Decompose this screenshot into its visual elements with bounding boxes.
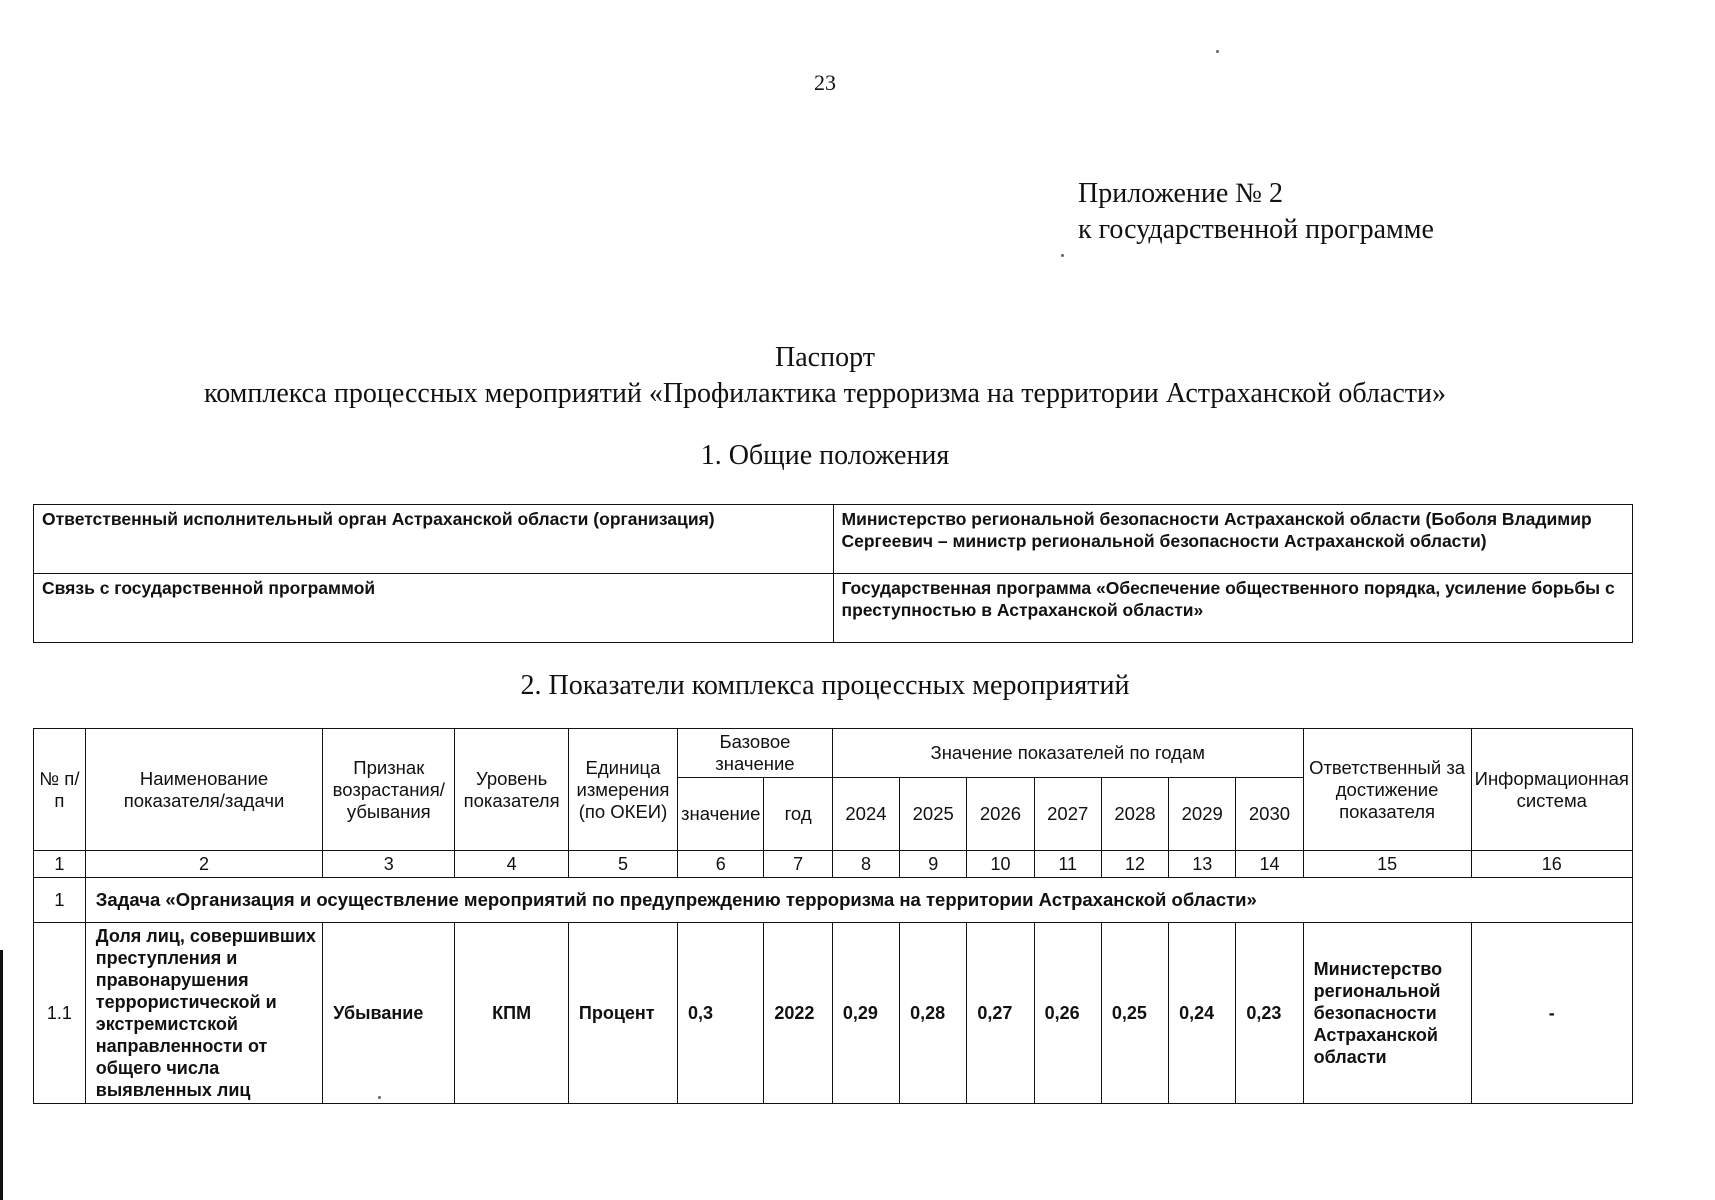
task-num: 1 xyxy=(34,878,86,923)
indicator-value-2027: 0,26 xyxy=(1034,923,1101,1104)
indicator-base-value: 0,3 xyxy=(678,923,764,1104)
indicator-info-system: - xyxy=(1471,923,1632,1104)
column-number: 13 xyxy=(1169,851,1236,878)
title-line-1: Паспорт xyxy=(775,342,875,373)
header-year: 2025 xyxy=(900,778,967,851)
indicator-value-2029: 0,24 xyxy=(1169,923,1236,1104)
header-year: 2027 xyxy=(1034,778,1101,851)
table-row xyxy=(34,505,1633,574)
header-year: 2028 xyxy=(1101,778,1168,851)
header-by-years: Значение показателей по годам xyxy=(832,729,1303,778)
column-number: 10 xyxy=(967,851,1034,878)
scan-speck xyxy=(1061,254,1064,257)
column-number: 11 xyxy=(1034,851,1101,878)
header-base-year: год xyxy=(764,778,832,851)
indicator-trend: Убывание xyxy=(323,923,455,1104)
appendix-line-1: Приложение № 2 xyxy=(1078,178,1283,209)
header-year: 2026 xyxy=(967,778,1034,851)
program-link-label: Связь с государственной программой xyxy=(34,574,834,643)
indicator-name: Доля лиц, совершивших преступления и правонарушения террористической и экстремистской направленности от общего числа выявленных лиц xyxy=(85,923,323,1104)
header-num: № п/п xyxy=(34,729,86,851)
section-2-heading: 2. Показатели комплекса процессных мероприятий xyxy=(520,670,1130,701)
indicator-unit: Процент xyxy=(568,923,677,1104)
task-text: Задача «Организация и осуществление мероприятий по предупреждению терроризма на территории Астраханской области» xyxy=(85,878,1632,923)
indicator-value-2026: 0,27 xyxy=(967,923,1034,1104)
indicator-num: 1.1 xyxy=(34,923,86,1104)
header-responsible: Ответственный за достижение показателя xyxy=(1303,729,1471,851)
indicator-responsible: Министерство региональной безопасности Астраханской области xyxy=(1303,923,1471,1104)
title-line-2: комплекса процессных мероприятий «Профилактика терроризма на территории Астраханской области» xyxy=(204,378,1446,409)
responsible-authority-label: Ответственный исполнительный орган Астраханской области (организация) xyxy=(34,505,834,574)
column-number: 9 xyxy=(900,851,967,878)
header-year: 2024 xyxy=(832,778,899,851)
indicator-value-2028: 0,25 xyxy=(1101,923,1168,1104)
header-info-system: Информационная система xyxy=(1471,729,1632,851)
indicator-value-2025: 0,28 xyxy=(900,923,967,1104)
column-number: 12 xyxy=(1101,851,1168,878)
indicators-table xyxy=(33,728,1633,1104)
header-level: Уровень показателя xyxy=(455,729,569,851)
scan-speck xyxy=(1216,50,1219,53)
column-number: 14 xyxy=(1236,851,1303,878)
program-link-value: Государственная программа «Обеспечение общественного порядка, усиление борьбы с преступностью в Астраханской области» xyxy=(833,574,1633,643)
column-number: 8 xyxy=(832,851,899,878)
appendix-line-2: к государственной программе xyxy=(1078,214,1434,245)
column-number: 7 xyxy=(764,851,832,878)
table-row xyxy=(34,574,1633,643)
indicator-row xyxy=(34,923,1633,1104)
general-provisions-table xyxy=(33,504,1633,643)
header-name: Наименование показателя/задачи xyxy=(85,729,323,851)
column-number: 4 xyxy=(455,851,569,878)
indicator-base-year: 2022 xyxy=(764,923,832,1104)
header-base-value: значение xyxy=(678,778,764,851)
column-number: 3 xyxy=(323,851,455,878)
column-number: 15 xyxy=(1303,851,1471,878)
scan-speck xyxy=(378,1096,381,1099)
header-base: Базовое значение xyxy=(678,729,833,778)
page-number: 23 xyxy=(814,70,836,95)
column-number: 5 xyxy=(568,851,677,878)
task-row xyxy=(34,878,1633,923)
column-number: 1 xyxy=(34,851,86,878)
scan-edge-line xyxy=(0,950,3,1200)
column-number: 6 xyxy=(678,851,764,878)
column-number-row xyxy=(34,851,1633,878)
document-title xyxy=(0,340,1650,412)
responsible-authority-value: Министерство региональной безопасности Астраханской области (Боболя Владимир Сергеевич – министр региональной безопасности Астраханской области) xyxy=(833,505,1633,574)
column-number: 16 xyxy=(1471,851,1632,878)
header-row-1 xyxy=(34,729,1633,778)
indicator-value-2030: 0,23 xyxy=(1236,923,1303,1104)
column-number: 2 xyxy=(85,851,323,878)
header-year: 2030 xyxy=(1236,778,1303,851)
section-1-heading: 1. Общие положения xyxy=(700,440,950,471)
header-trend: Признак возрастания/ убывания xyxy=(323,729,455,851)
appendix-note xyxy=(1078,176,1434,248)
header-year: 2029 xyxy=(1169,778,1236,851)
indicator-value-2024: 0,29 xyxy=(832,923,899,1104)
header-unit: Единица измерения (по ОКЕИ) xyxy=(568,729,677,851)
indicator-level: КПМ xyxy=(455,923,569,1104)
